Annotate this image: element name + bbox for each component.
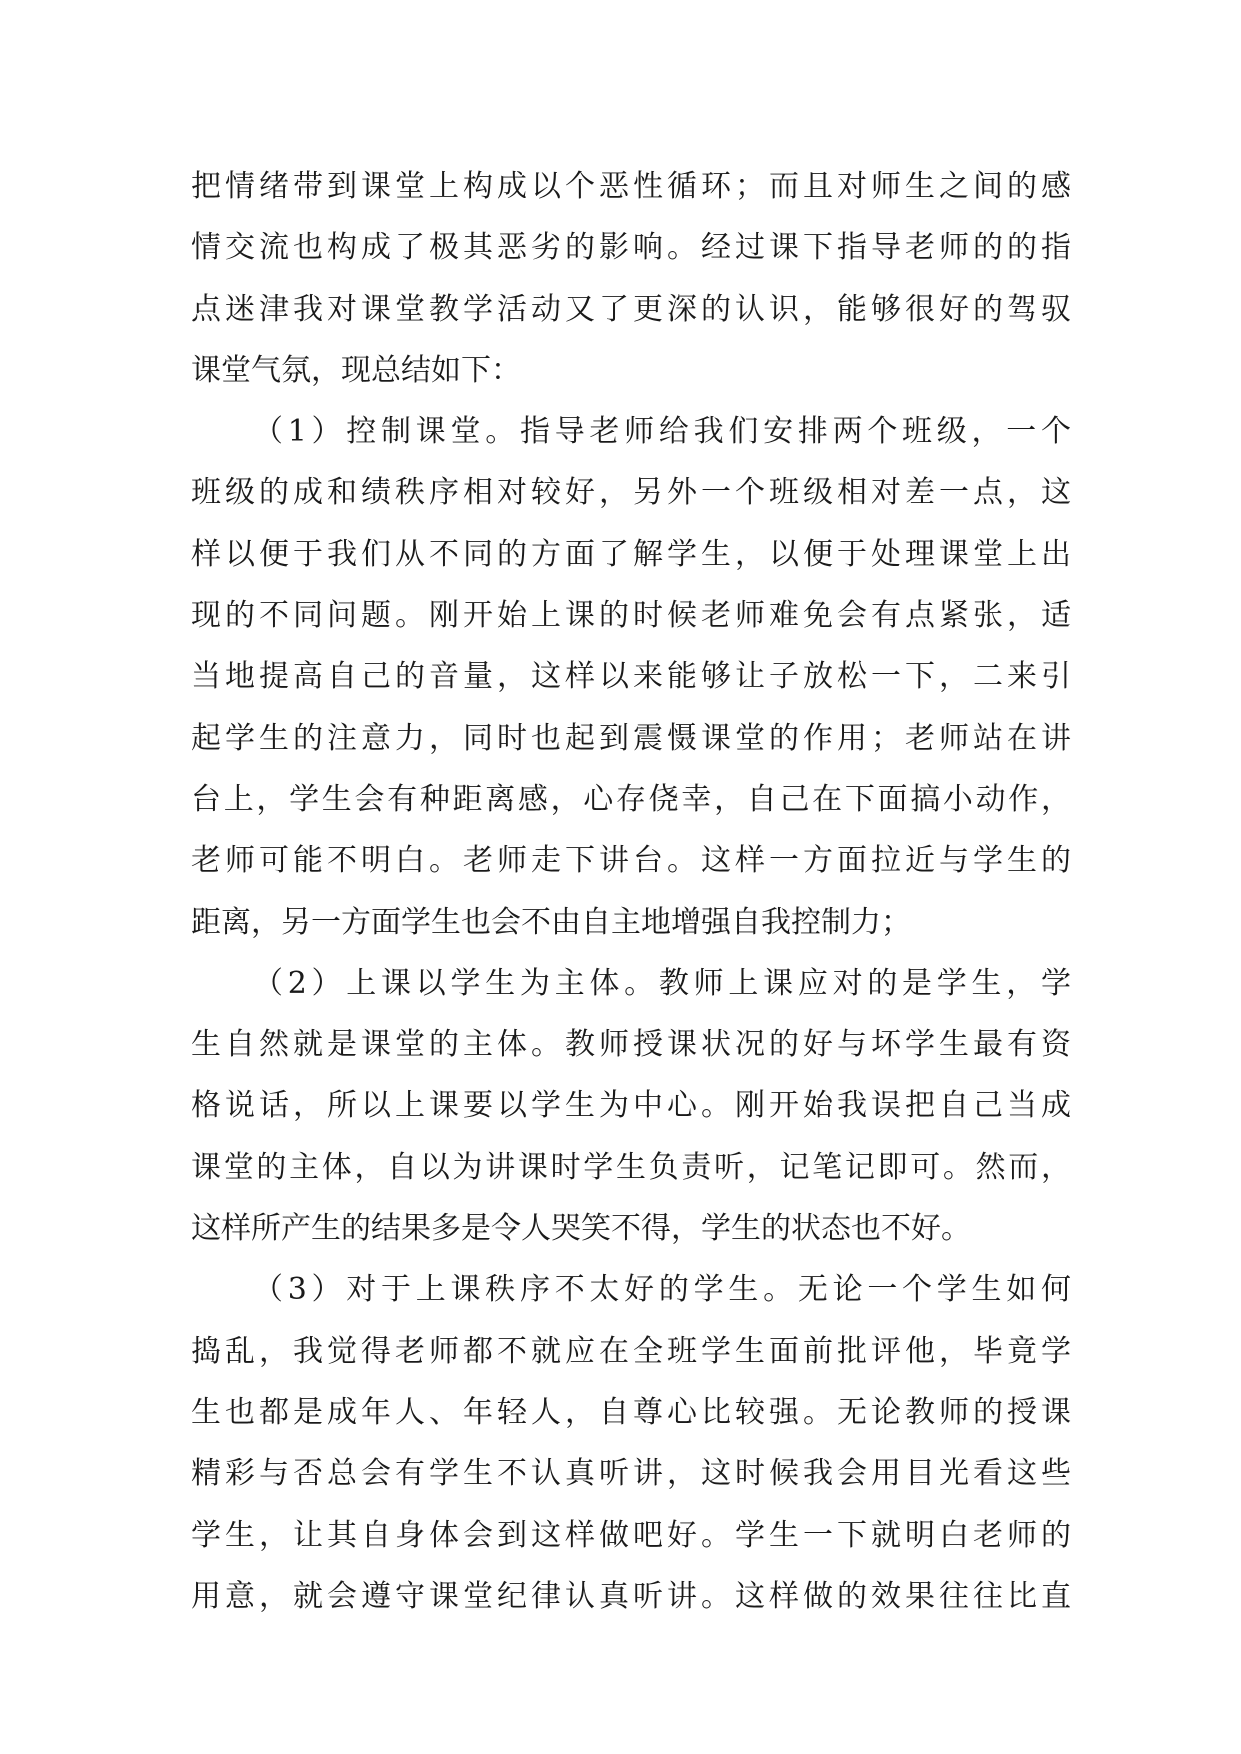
text-line: 捣乱，我觉得老师都不就应在全班学生面前批评他，毕竟学 — [191, 1333, 1071, 1369]
text-line: 台上，学生会有种距离感，心存侥幸，自己在下面搞小动作， — [191, 781, 1071, 817]
text-line: 距离，另一方面学生也会不由自主地增强自我控制力； — [191, 904, 911, 940]
body-text — [191, 156, 1071, 1627]
text-line: 点迷津我对课堂教学活动又了更深的认识，能够很好的驾驭 — [191, 291, 1071, 327]
text-line: （1）控制课堂。指导老师给我们安排两个班级，一个 — [253, 414, 1071, 450]
text-line: 这样所产生的结果多是令人哭笑不得，学生的状态也不好。 — [191, 1211, 971, 1247]
text-line: 起学生的注意力，同时也起到震慑课堂的作用；老师站在讲 — [191, 720, 1071, 756]
text-line: 把情绪带到课堂上构成以个恶性循环；而且对师生之间的感 — [191, 169, 1071, 204]
text-line: 老师可能不明白。老师走下讲台。这样一方面拉近与学生的 — [191, 843, 1071, 879]
text-line: 当地提高自己的音量，这样以来能够让子放松一下，二来引 — [191, 659, 1071, 695]
text-line: 格说话，所以上课要以学生为中心。刚开始我误把自己当成 — [191, 1088, 1071, 1124]
text-line: 情交流也构成了极其恶劣的影响。经过课下指导老师的的指 — [191, 230, 1071, 266]
text-line: 课堂气氛，现总结如下： — [191, 352, 521, 388]
text-line: （2）上课以学生为主体。教师上课应对的是学生，学 — [253, 965, 1071, 1001]
text-line: 精彩与否总会有学生不认真听讲，这时候我会用目光看这些 — [191, 1456, 1071, 1492]
text-line: 样以便于我们从不同的方面了解学生，以便于处理课堂上出 — [191, 536, 1071, 572]
text-line: 班级的成和绩秩序相对较好，另外一个班级相对差一点，这 — [191, 475, 1071, 511]
text-line: 生自然就是课堂的主体。教师授课状况的好与坏学生最有资 — [191, 1027, 1071, 1063]
text-line: 用意，就会遵守课堂纪律认真听讲。这样做的效果往往比直 — [191, 1578, 1071, 1614]
text-line: 现的不同问题。刚开始上课的时候老师难免会有点紧张，适 — [191, 598, 1071, 634]
text-line: 生也都是成年人、年轻人，自尊心比较强。无论教师的授课 — [191, 1394, 1071, 1430]
text-line: 课堂的主体，自以为讲课时学生负责听，记笔记即可。然而， — [191, 1149, 1071, 1185]
text-line: （3）对于上课秩序不太好的学生。无论一个学生如何 — [253, 1272, 1071, 1308]
text-line: 学生，让其自身体会到这样做吧好。学生一下就明白老师的 — [191, 1517, 1071, 1553]
